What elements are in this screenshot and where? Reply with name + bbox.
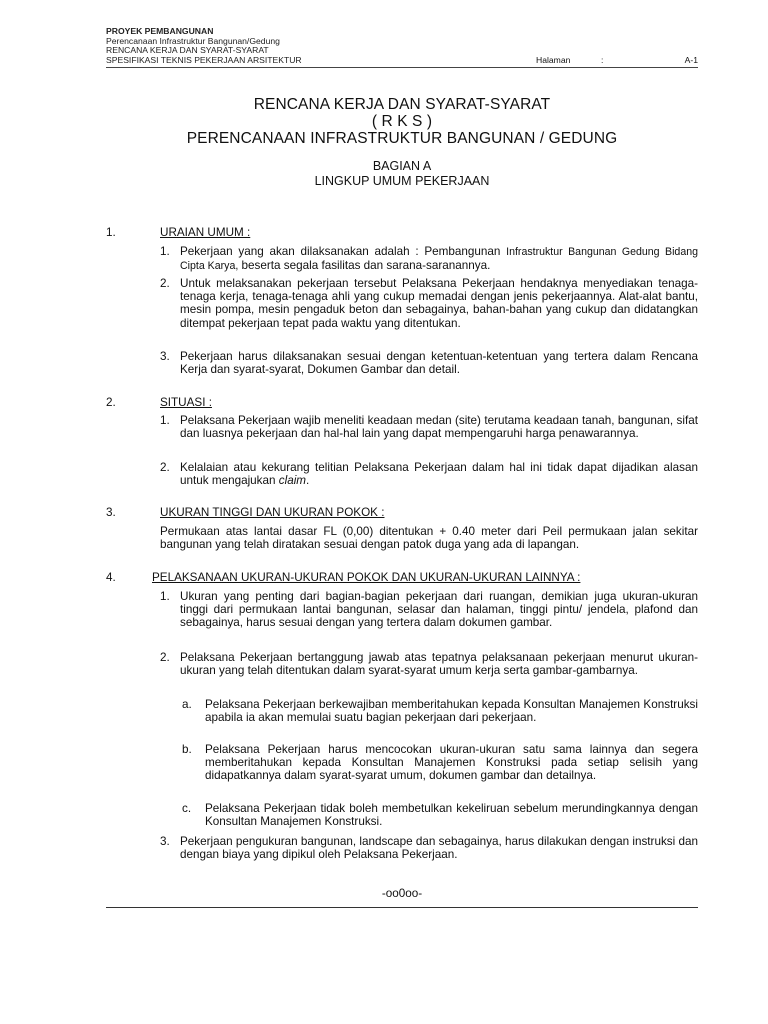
sub-item bbox=[182, 698, 698, 724]
item-text-part: . bbox=[306, 474, 310, 488]
sub-item-letter: b. bbox=[182, 743, 192, 756]
header-page-colon: : bbox=[601, 54, 604, 65]
sub-item-letter: a. bbox=[182, 698, 192, 711]
sub-item-text: Pelaksana Pekerjaan tidak boleh membetulkan kekeliruan sebelum merundingkannya dengan Konsultan Manajemen Konstruksi. bbox=[205, 802, 698, 829]
section-title: PELAKSANAAN UKURAN-UKURAN POKOK DAN UKURAN-UKURAN LAINNYA : bbox=[152, 571, 581, 584]
item-text: Pelaksana Pekerjaan wajib meneliti keadaan medan (site) terutama keadaan tanah, bangunan, sifat dan luasnya pekerjaan dan hal-hal lain yang dapat mempengaruhi harga penawarannya. bbox=[180, 414, 698, 441]
title-scope: LINGKUP UMUM PEKERJAAN bbox=[314, 174, 490, 188]
section-number: 3. bbox=[106, 506, 116, 519]
section-heading bbox=[106, 395, 698, 411]
section-3 bbox=[106, 505, 698, 521]
sub-item bbox=[182, 802, 698, 828]
sub-item-text: Pelaksana Pekerjaan berkewajiban memberitahukan kepada Konsultan Manajemen Konstruksi apabila ia akan memulai suatu bagian pekerjaan dari pekerjaan. bbox=[205, 698, 698, 725]
item-text bbox=[180, 245, 698, 273]
section-paragraph: Permukaan atas lantai dasar FL (0,00) ditentukan + 0.40 meter dari Peil permukaan jalan sekitar bangunan yang telah diratakan sesuai dengan patok duga yang ada di lapangan. bbox=[160, 525, 698, 552]
section-title: UKURAN TINGGI DAN UKURAN POKOK : bbox=[160, 506, 385, 519]
section-title: SITUASI : bbox=[160, 396, 212, 409]
section-4 bbox=[106, 570, 698, 586]
section-2 bbox=[106, 395, 698, 411]
item-number: 1. bbox=[160, 590, 170, 603]
header-spec: SPESIFIKASI TEKNIS PEKERJAAN ARSITEKTUR bbox=[106, 54, 302, 65]
list-item bbox=[160, 590, 698, 630]
item-text: Untuk melaksanakan pekerjaan tersebut Pelaksana Pekerjaan hendaknya menyediakan tenaga-tenaga kerja, tenaga-tenaga ahli yang cukup memadai dengan jenis pekerjaannya. Alat-alat bantu, mesin pompa, mesin pengaduk beton dan sebagainya, bahan-bahan yang cukup dan didatangkan ditempat pekerjaan tepat pada waktu yang ditentukan. bbox=[180, 277, 698, 330]
item-text-part: Pekerjaan yang akan dilaksanakan adalah : Pembangunan bbox=[180, 245, 507, 258]
document-titles bbox=[106, 96, 698, 189]
title-abbrev: ( R K S ) bbox=[371, 113, 433, 130]
header-page-number: A-1 bbox=[684, 54, 698, 65]
footer-divider bbox=[106, 907, 698, 908]
item-number: 3. bbox=[160, 350, 170, 363]
header-subtitle: Perencanaan Infrastruktur Bangunan/Gedung bbox=[106, 35, 280, 46]
section-number: 2. bbox=[106, 396, 116, 409]
title-main: RENCANA KERJA DAN SYARAT-SYARAT bbox=[253, 96, 551, 113]
section-number: 4. bbox=[106, 571, 116, 584]
list-item bbox=[160, 277, 698, 330]
item-number: 1. bbox=[160, 245, 170, 258]
item-text: Pekerjaan harus dilaksanakan sesuai dengan ketentuan-ketentuan yang tertera dalam Rencana Kerja dan syarat-syarat, Dokumen Gambar dan detail. bbox=[180, 350, 698, 377]
item-text: Pekerjaan pengukuran bangunan, landscape dan sebagainya, harus dilakukan dengan instruksi dan dengan biaya yang dipikul oleh Pelaksana Pekerjaan. bbox=[180, 835, 698, 862]
section-title: URAIAN UMUM : bbox=[160, 226, 251, 239]
section-number: 1. bbox=[106, 226, 116, 239]
item-text-part: Infrastruktur Bangunan Gedung Bidang Cipta Karya, bbox=[180, 246, 698, 273]
list-item bbox=[160, 835, 698, 861]
section-1 bbox=[106, 225, 698, 241]
header-document: RENCANA KERJA DAN SYARAT-SYARAT bbox=[106, 45, 269, 56]
item-text bbox=[180, 461, 698, 487]
item-number: 2. bbox=[160, 277, 170, 290]
title-project: PERENCANAAN INFRASTRUKTUR BANGUNAN / GEDUNG bbox=[186, 130, 618, 147]
list-item bbox=[160, 350, 698, 376]
item-text-emphasis: claim bbox=[278, 474, 307, 488]
list-item bbox=[160, 651, 698, 677]
item-number: 3. bbox=[160, 835, 170, 848]
item-text-part: beserta segala fasilitas dan sarana-saranannya. bbox=[238, 259, 491, 273]
item-text: Pelaksana Pekerjaan bertanggung jawab atas tepatnya pelaksanaan pekerjaan menurut ukuran-ukuran yang telah ditentukan dalam syarat-syarat umum kerja serta gambar-gambarnya. bbox=[180, 651, 698, 678]
item-text: Ukuran yang penting dari bagian-bagian pekerjaan dari ruangan, demikian juga ukuran-ukuran tinggi dari permukaan lantai bangunan, selasar dan halaman, tinggi pintu/ jendela, plafond dan sebagainya, harus sesuai dengan yang tertera dalam dokumen gambar. bbox=[180, 590, 698, 630]
end-mark: -oo0oo- bbox=[381, 887, 423, 900]
list-item bbox=[160, 461, 698, 487]
sub-item bbox=[182, 743, 698, 783]
section-heading bbox=[106, 570, 698, 586]
item-number: 2. bbox=[160, 461, 170, 474]
item-number: 1. bbox=[160, 414, 170, 427]
list-item bbox=[160, 414, 698, 440]
page-header bbox=[106, 27, 698, 65]
list-item bbox=[160, 245, 698, 273]
sub-item-letter: c. bbox=[182, 802, 192, 815]
header-divider bbox=[106, 67, 698, 68]
header-spec-row bbox=[106, 56, 698, 66]
item-number: 2. bbox=[160, 651, 170, 664]
section-heading bbox=[106, 225, 698, 241]
section-heading bbox=[106, 505, 698, 521]
item-text-part: Kelalaian atau kekurang telitian Pelaksana Pekerjaan dalam hal ini tidak dapat dijadikan alasan untuk mengajukan bbox=[180, 461, 698, 488]
sub-item-text: Pelaksana Pekerjaan harus mencocokan ukuran-ukuran satu sama lainnya dan segera memberitahukan kepada Konsultan Manajemen Konstruksi pada setiap selisih yang didapatkannya dalam syarat-syarat umum, dokumen gambar dan detailnya. bbox=[205, 743, 698, 783]
header-page-label: Halaman bbox=[536, 54, 571, 65]
title-part: BAGIAN A bbox=[372, 159, 432, 173]
header-project: PROYEK PEMBANGUNAN bbox=[106, 26, 214, 36]
